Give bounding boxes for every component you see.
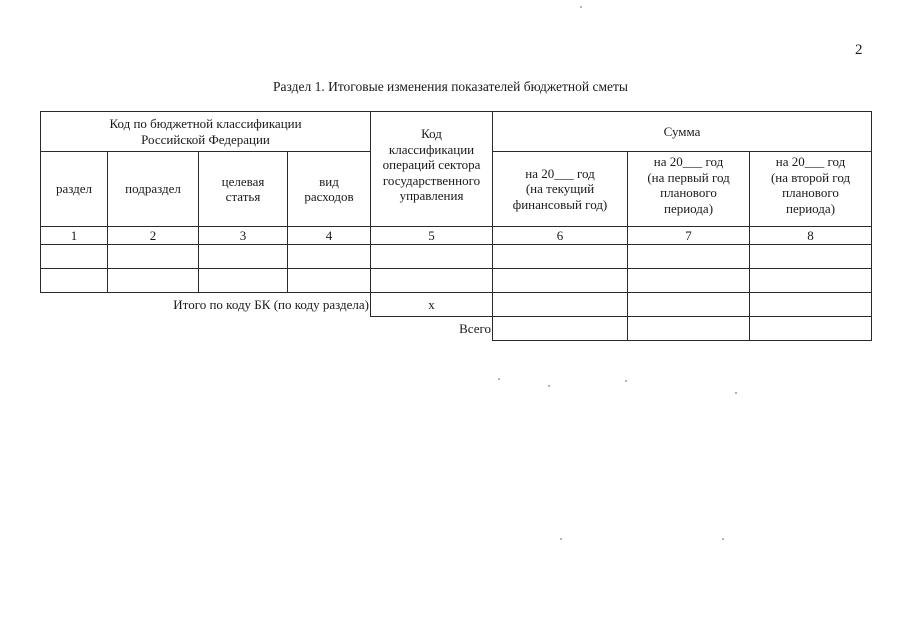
kbk-header	[41, 112, 371, 152]
total-by-kbk-label: Итого по коду БК (по коду раздела)	[173, 297, 370, 312]
empty-cell	[371, 269, 493, 293]
budget-estimate-table	[40, 111, 872, 341]
empty-cell	[750, 317, 872, 341]
first-plan-year-header	[628, 152, 750, 227]
header-row-main	[41, 112, 872, 152]
empty-cell	[628, 317, 750, 341]
expense-type-line2: расходов	[304, 189, 354, 204]
column-number: 7	[628, 227, 750, 245]
second-plan-year-header	[750, 152, 872, 227]
empty-cell	[493, 317, 628, 341]
scan-speck	[735, 392, 737, 394]
column-number: 4	[288, 227, 371, 245]
kosgu-header	[371, 112, 493, 227]
second-plan-year-line1: на 20___ год	[775, 154, 846, 169]
expense-type-line1: вид	[319, 173, 339, 189]
first-plan-year-line4: периода)	[664, 200, 714, 216]
column-number: 1	[41, 227, 108, 245]
empty-cell	[41, 245, 108, 269]
empty-cell	[288, 269, 371, 293]
empty-cell	[750, 293, 872, 317]
empty-cell	[199, 245, 288, 269]
empty-cell	[493, 269, 628, 293]
second-plan-year-line2: (на второй год	[770, 169, 851, 185]
table-row	[41, 269, 872, 293]
empty-cell	[288, 245, 371, 269]
kosgu-header-line4: государственного	[382, 172, 481, 188]
scan-speck	[548, 385, 550, 387]
scan-speck	[580, 6, 582, 8]
empty-cell	[628, 245, 750, 269]
grand-total-row	[41, 317, 872, 341]
kosgu-header-line2: классификации	[388, 141, 475, 157]
target-article-header	[199, 152, 288, 227]
podrazdel-header: подраздел	[108, 152, 199, 227]
empty-cell	[199, 269, 288, 293]
empty-cell	[750, 245, 872, 269]
empty-cell	[371, 245, 493, 269]
kosgu-header-line5: управления	[399, 188, 464, 203]
first-plan-year-line3: планового	[660, 185, 717, 200]
table-row	[41, 245, 872, 269]
column-number: 2	[108, 227, 199, 245]
empty-cell	[493, 293, 628, 317]
current-year-header	[493, 152, 628, 227]
kbk-header-line1: Код по бюджетной классификации	[109, 116, 302, 131]
current-year-line3: финансовый год)	[512, 196, 608, 212]
sum-header: Сумма	[493, 112, 872, 152]
total-by-kbk-mark: x	[371, 293, 493, 317]
kosgu-header-line1: Код	[421, 126, 442, 141]
expense-type-header	[288, 152, 371, 227]
current-year-line1: на 20___ год	[525, 165, 595, 181]
current-year-line2: (на текущий	[525, 181, 595, 197]
first-plan-year-line1: на 20___ год	[653, 154, 724, 169]
column-number: 5	[371, 227, 493, 245]
second-plan-year-line4: периода)	[786, 200, 836, 216]
target-article-line1: целевая	[221, 173, 265, 189]
empty-cell	[750, 269, 872, 293]
empty-cell	[493, 245, 628, 269]
empty-cell	[41, 269, 108, 293]
scan-speck	[625, 380, 627, 382]
column-number: 8	[750, 227, 872, 245]
kosgu-header-line3: операций сектора	[382, 157, 481, 172]
second-plan-year-line3: планового	[782, 185, 839, 200]
column-number: 6	[493, 227, 628, 245]
target-article-line2: статья	[225, 189, 261, 204]
first-plan-year-line2: (на первый год	[647, 169, 730, 185]
column-number: 3	[199, 227, 288, 245]
total-by-kbk-row	[41, 293, 872, 317]
scan-speck	[722, 538, 724, 540]
empty-cell	[628, 293, 750, 317]
razdel-header: раздел	[41, 152, 108, 227]
scan-speck	[560, 538, 562, 540]
section-title: Раздел 1. Итоговые изменения показателей бюджетной сметы	[273, 79, 628, 94]
empty-cell	[108, 269, 199, 293]
empty-cell	[108, 245, 199, 269]
empty-cell	[628, 269, 750, 293]
grand-total-label: Всего	[459, 321, 492, 336]
page-number: 2	[855, 42, 863, 58]
column-number-row	[41, 227, 872, 245]
kbk-header-line2: Российской Федерации	[141, 131, 270, 147]
scan-speck	[498, 378, 500, 380]
